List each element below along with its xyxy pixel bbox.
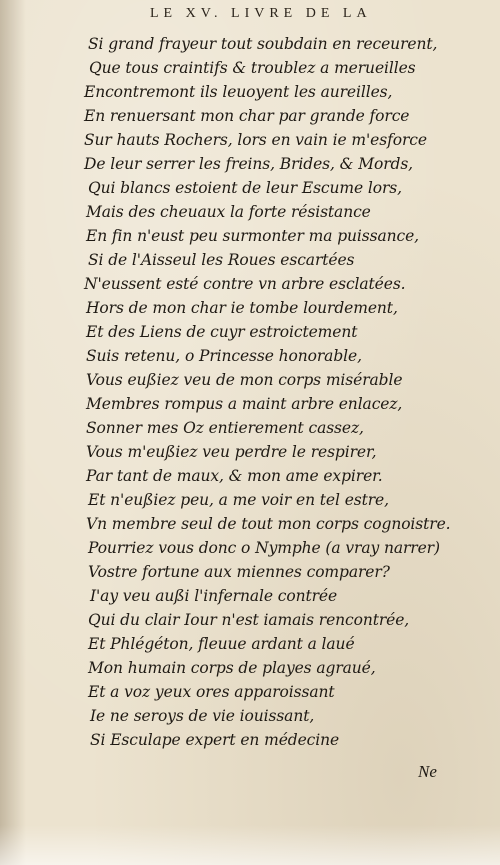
verse-line-26: Et Phlégéton, fleuue ardant a laué [88,635,355,653]
verse-line-1: Si grand frayeur tout soubdain en receurent, [88,35,438,53]
verse-line-11: N'eussent esté contre vn arbre esclatées. [84,275,406,293]
verse-line-21: Vn membre seul de tout mon corps cognoistre. [86,515,451,533]
verse-line-22: Pourriez vous donc o Nymphe (a vray narrer) [88,539,440,557]
verse-line-2: Que tous craintifs & troublez a merueilles [89,59,416,77]
verse-line-6: De leur serrer les freins, Brides, & Mords, [84,155,414,173]
verse-line-23: Vostre fortune aux miennes comparer? [88,563,390,581]
verse-line-18: Vous m'eußiez veu perdre le respirer, [86,443,377,461]
verse-line-15: Vous eußiez veu de mon corps misérable [86,371,403,389]
verse-line-8: Mais des cheuaux la forte résistance [86,203,371,221]
verse-line-13: Et des Liens de cuyr estroictement [86,323,358,341]
catchword: Ne [418,762,437,781]
verse-line-5: Sur hauts Rochers, lors en vain ie m'esforce [84,131,427,149]
verse-line-29: Ie ne seroys de vie iouissant, [90,707,315,725]
verse-line-12: Hors de mon char ie tombe lourdement, [86,299,398,317]
verse-line-25: Qui du clair Iour n'est iamais rencontrée, [88,611,410,629]
verse-line-24: I'ay veu außi l'infernale contrée [90,587,338,605]
verse-line-17: Sonner mes Oz entierement cassez, [86,419,364,437]
running-head: LE XV. LIVRE DE LA [150,6,372,21]
verse-line-4: En renuersant mon char par grande force [84,107,410,125]
verse-line-28: Et a voz yeux ores apparoissant [88,683,335,701]
verse-line-14: Suis retenu, o Princesse honorable, [86,347,362,365]
verse-line-19: Par tant de maux, & mon ame expirer. [86,467,383,485]
verse-line-16: Membres rompus a maint arbre enlacez, [86,395,403,413]
page-bottom-edge [0,825,500,865]
verse-line-30: Si Esculape expert en médecine [90,731,340,749]
verse-line-7: Qui blancs estoient de leur Escume lors, [88,179,402,197]
verse-line-10: Si de l'Aisseul les Roues escartées [88,251,355,269]
verse-line-9: En fin n'eust peu surmonter ma puissance, [86,227,419,245]
verse-line-3: Encontremont ils leuoyent les aureilles, [84,83,393,101]
verse-line-27: Mon humain corps de playes agraué, [88,659,376,677]
gutter-shadow [0,0,26,865]
verse-line-20: Et n'eußiez peu, a me voir en tel estre, [88,491,389,509]
